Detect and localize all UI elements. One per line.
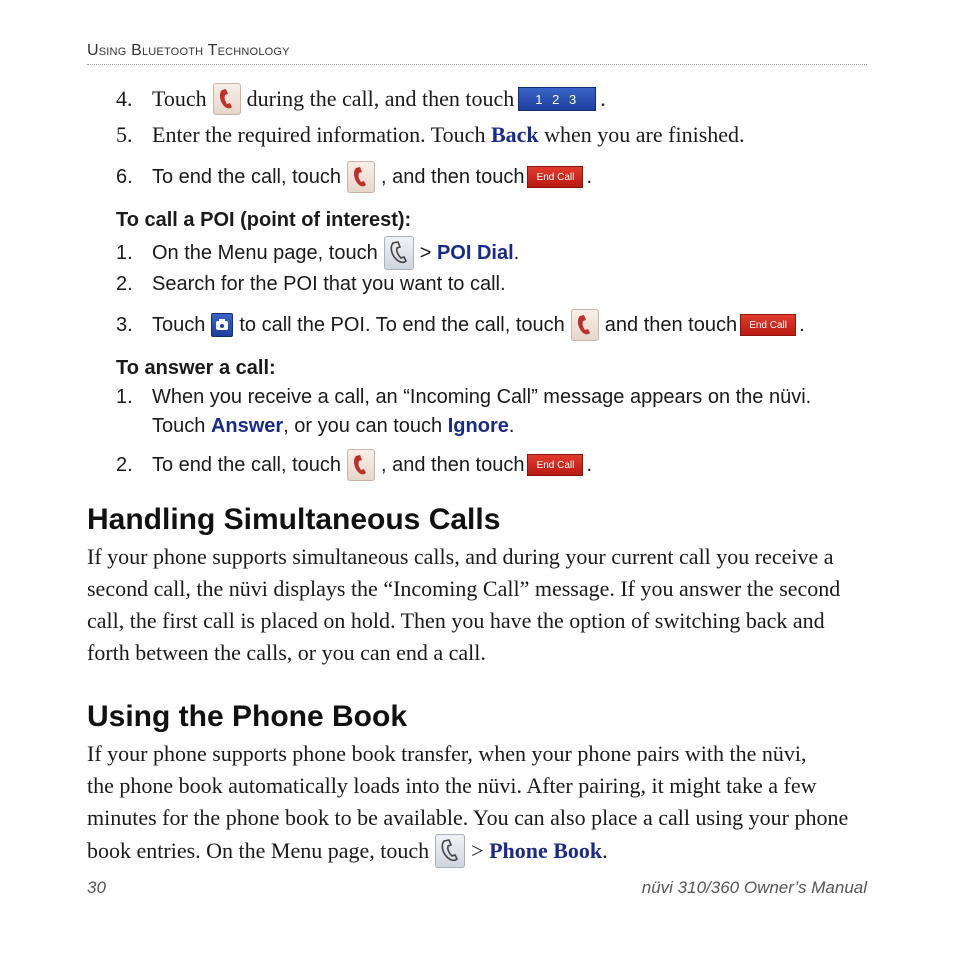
poi-step-2	[116, 273, 506, 296]
answer-step-2	[116, 449, 592, 481]
body-line: second call, the nüvi displays the “Incoming Call” message. If you answer the second	[87, 576, 841, 601]
keypad-button[interactable]: 1 2 3	[518, 87, 596, 111]
answer-heading: To answer a call:	[116, 357, 276, 379]
step-text: When you receive a call, an “Incoming Call” message appears on the nüvi.	[152, 386, 812, 408]
step-text: and then touch	[604, 313, 738, 336]
step-number: 4.	[116, 86, 133, 111]
answer-step-1-line1	[116, 386, 811, 409]
poi-step-1	[116, 236, 519, 270]
answer-link[interactable]: Answer	[210, 415, 284, 437]
poi-step-3	[116, 309, 805, 341]
poi-dial-link[interactable]: POI Dial	[436, 241, 514, 264]
step-text: Enter the required information. Touch	[152, 122, 486, 147]
red-handset-icon[interactable]	[571, 309, 599, 341]
step-number: 2.	[116, 453, 133, 476]
phone-book-body	[87, 738, 877, 868]
body-line: call, the first call is placed on hold. Then you have the option of switching back and	[87, 608, 825, 633]
simultaneous-calls-title: Handling Simultaneous Calls	[87, 503, 501, 536]
step-text: To end the call, touch	[152, 453, 342, 476]
step-number: 1.	[116, 241, 133, 264]
red-handset-icon[interactable]	[347, 449, 375, 481]
red-handset-icon[interactable]	[213, 83, 241, 115]
ignore-link[interactable]: Ignore	[447, 415, 509, 437]
step-text: .	[586, 165, 593, 188]
body-line: forth between the calls, or you can end a call.	[87, 640, 486, 665]
red-handset-icon[interactable]	[347, 161, 375, 193]
back-link[interactable]: Back	[490, 122, 539, 147]
step-text: .	[508, 415, 515, 437]
body-line: the phone book automatically loads into the nüvi. After pairing, it might take a few	[87, 773, 817, 798]
body-line	[87, 834, 877, 868]
body-line: If your phone supports phone book transfer, when your phone pairs with the nüvi,	[87, 741, 807, 766]
phone-menu-icon[interactable]	[384, 236, 414, 270]
step-number: 3.	[116, 313, 133, 336]
step-text: .	[799, 313, 805, 336]
step-text: during the call, and then touch	[246, 86, 515, 111]
manual-title: nüvi 310/360 Owner’s Manual	[641, 878, 867, 897]
step-text: .	[513, 241, 520, 264]
step-text: , and then touch	[381, 453, 525, 476]
step-6	[116, 161, 592, 193]
step-number: 6.	[116, 165, 133, 188]
step-text: , and then touch	[381, 165, 525, 188]
step-text: To end the call, touch	[152, 165, 342, 188]
answer-step-1-line2	[152, 415, 514, 438]
step-number: 2.	[116, 273, 133, 295]
step-4	[116, 83, 606, 115]
body-line: minutes for the phone book to be available. You can also place a call using your phone	[87, 805, 849, 830]
step-text: .	[586, 453, 593, 476]
body-separator: >	[471, 838, 484, 863]
step-text: Search for the POI that you want to call.	[152, 273, 506, 295]
page-number: 30	[87, 878, 106, 897]
step-text: , or you can touch	[283, 415, 443, 437]
phone-book-link[interactable]: Phone Book	[489, 838, 603, 863]
step-number: 5.	[116, 122, 133, 147]
end-call-button[interactable]: End Call	[740, 314, 796, 336]
step-5	[116, 122, 745, 148]
running-head: Using Bluetooth Technology	[87, 42, 867, 65]
step-text: to call the POI. To end the call, touch	[239, 313, 565, 336]
step-text: when you are finished.	[544, 122, 745, 147]
step-text: Touch	[152, 86, 207, 111]
body-text: .	[602, 838, 608, 863]
end-call-button[interactable]: End Call	[527, 454, 583, 476]
step-text: Touch	[152, 313, 206, 336]
phone-menu-icon[interactable]	[435, 834, 465, 868]
end-call-button[interactable]: End Call	[527, 166, 583, 188]
poi-heading: To call a POI (point of interest):	[116, 209, 412, 231]
step-separator: >	[419, 241, 432, 264]
step-text: On the Menu page, touch	[152, 241, 378, 264]
step-number: 1.	[116, 386, 133, 408]
simultaneous-calls-body	[87, 541, 877, 669]
step-text: Touch	[152, 415, 206, 437]
call-poi-icon[interactable]	[211, 313, 233, 337]
step-text: .	[600, 86, 606, 111]
phone-book-title: Using the Phone Book	[87, 700, 408, 733]
body-line: If your phone supports simultaneous calls, and during your current call you receive a	[87, 544, 834, 569]
body-text: book entries. On the Menu page, touch	[87, 838, 430, 863]
